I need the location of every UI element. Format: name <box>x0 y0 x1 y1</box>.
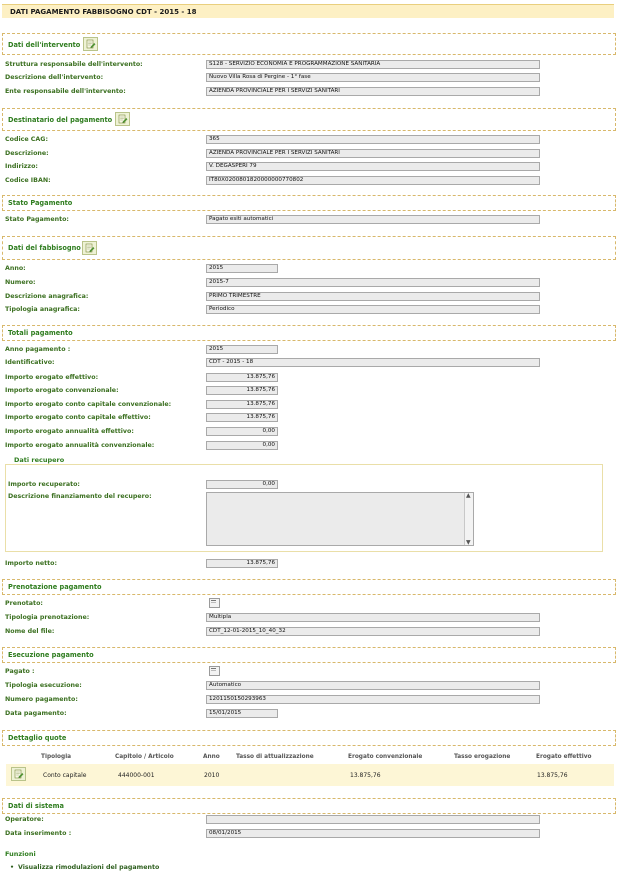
section-quote-title: Dettaglio quote <box>8 734 67 742</box>
col-capitolo: Capitolo / Articolo <box>115 754 174 760</box>
importo-annualita-effettivo-field[interactable]: 0,00 <box>206 427 278 436</box>
textarea-scrollbar[interactable] <box>464 493 473 545</box>
section-esecuzione-title: Esecuzione pagamento <box>8 651 94 659</box>
importo-netto-field[interactable]: 13.875,76 <box>206 559 278 568</box>
section-quote <box>2 730 616 746</box>
page-title: DATI PAGAMENTO FABBISOGNO CDT - 2015 - 18 <box>10 8 197 16</box>
section-sistema-title: Dati di sistema <box>8 802 64 810</box>
descr-fin-recupero-label: Descrizione finanziamento del recupero: <box>8 493 152 500</box>
data-inserimento-field[interactable]: 08/01/2015 <box>206 829 540 838</box>
struttura-field[interactable]: S128 - SERVIZIO ECONOMIA E PROGRAMMAZIONE SANITARIA <box>206 60 540 69</box>
edit-document-icon[interactable] <box>82 241 97 255</box>
ente-field[interactable]: AZIENDA PROVINCIALE PER I SERVIZI SANITARI <box>206 87 540 96</box>
importo-annualita-effettivo-label: Importo erogato annualità effettivo: <box>5 428 134 435</box>
tipologia-anagrafica-field[interactable]: Periodico <box>206 305 540 314</box>
importo-netto-label: Importo netto: <box>5 560 57 567</box>
section-prenotazione-title: Prenotazione pagamento <box>8 583 102 591</box>
visualizza-rimodulazioni-link[interactable]: • Visualizza rimodulazioni del pagamento <box>18 864 159 871</box>
col-erogato-effettivo: Erogato effettivo <box>536 754 592 760</box>
importo-convenzionale-label: Importo erogato convenzionale: <box>5 387 119 394</box>
section-totali-title: Totali pagamento <box>8 329 73 337</box>
section-fabbisogno-title: Dati del fabbisogno <box>8 244 81 252</box>
col-erogato-convenzionale: Erogato convenzionale <box>348 754 423 760</box>
col-tasso-erogazione: Tasso erogazione <box>454 754 511 760</box>
col-tasso-attualizzazione: Tasso di attualizzazione <box>236 754 314 760</box>
section-stato <box>2 195 616 211</box>
page-title-bar <box>2 4 614 18</box>
descr-anagrafica-label: Descrizione anagrafica: <box>5 293 89 300</box>
cell-tipologia: Conto capitale <box>43 772 87 779</box>
nome-file-field[interactable]: CDT_12-01-2015_10_40_32 <box>206 627 540 636</box>
section-destinatario-title: Destinatario del pagamento <box>8 116 113 124</box>
recupero-heading: Dati recupero <box>14 456 65 464</box>
operatore-field[interactable] <box>206 815 540 824</box>
data-pagamento-label: Data pagamento: <box>5 710 67 717</box>
importo-effettivo-field[interactable]: 13.875,76 <box>206 373 278 382</box>
descrizione-dest-field[interactable]: AZIENDA PROVINCIALE PER I SERVIZI SANITARI <box>206 149 540 158</box>
section-stato-title: Stato Pagamento <box>8 199 73 207</box>
descrizione-dest-label: Descrizione: <box>5 150 49 157</box>
stato-label: Stato Pagamento: <box>5 216 69 223</box>
funzioni-heading: Funzioni <box>5 850 36 858</box>
col-anno: Anno <box>203 754 220 760</box>
table-row <box>6 764 614 786</box>
nome-file-label: Nome del file: <box>5 628 55 635</box>
tipologia-anagrafica-label: Tipologia anagrafica: <box>5 306 80 313</box>
importo-annualita-convenzionale-field[interactable]: 0,00 <box>206 441 278 450</box>
identificativo-label: Identificativo: <box>5 359 55 366</box>
tipologia-prenotazione-label: Tipologia prenotazione: <box>5 614 90 621</box>
anno-pagamento-label: Anno pagamento : <box>5 346 71 353</box>
ente-label: Ente responsabile dell'intervento: <box>5 88 126 95</box>
operatore-label: Operatore: <box>5 816 44 823</box>
col-tipologia: Tipologia <box>41 754 72 760</box>
anno-pagamento-field[interactable]: 2015 <box>206 345 278 354</box>
descr-fin-recupero-textarea[interactable] <box>206 492 474 546</box>
edit-document-icon[interactable] <box>11 767 26 781</box>
tipologia-prenotazione-field[interactable]: Multipla <box>206 613 540 622</box>
descr-anagrafica-field[interactable]: PRIMO TRIMESTRE <box>206 292 540 301</box>
prenotato-checkbox[interactable] <box>209 598 220 608</box>
tipologia-esecuzione-label: Tipologia esecuzione: <box>5 682 82 689</box>
importo-convenzionale-field[interactable]: 13.875,76 <box>206 386 278 395</box>
cag-label: Codice CAG: <box>5 136 48 143</box>
tipologia-esecuzione-field[interactable]: Automatico <box>206 681 540 690</box>
section-destinatario <box>2 108 616 131</box>
numero-pagamento-field[interactable]: 1201150150293963 <box>206 695 540 704</box>
cell-capitolo: 444000-001 <box>118 772 155 779</box>
pagato-label: Pagato : <box>5 668 35 675</box>
numero-fabb-label: Numero: <box>5 279 36 286</box>
stato-field[interactable]: Pagato esiti automatici <box>206 215 540 224</box>
cag-field[interactable]: 365 <box>206 135 540 144</box>
descrizione-intervento-field[interactable]: Nuovo Villa Rosa di Pergine - 1° fase <box>206 73 540 82</box>
importo-cc-convenzionale-label: Importo erogato conto capitale convenzionale: <box>5 401 172 408</box>
cell-erogato-convenzionale: 13.875,76 <box>350 772 381 779</box>
section-totali <box>2 325 616 341</box>
numero-fabb-field[interactable]: 2015-7 <box>206 278 540 287</box>
edit-document-icon[interactable] <box>115 112 130 126</box>
importo-effettivo-label: Importo erogato effettivo: <box>5 374 99 381</box>
section-esecuzione <box>2 647 616 663</box>
pagato-checkbox[interactable] <box>209 666 220 676</box>
numero-pagamento-label: Numero pagamento: <box>5 696 78 703</box>
importo-cc-effettivo-label: Importo erogato conto capitale effettivo: <box>5 414 151 421</box>
importo-cc-convenzionale-field[interactable]: 13.875,76 <box>206 400 278 409</box>
section-sistema <box>2 798 616 814</box>
cell-erogato-effettivo: 13.875,76 <box>537 772 568 779</box>
edit-document-icon[interactable] <box>83 37 98 51</box>
data-inserimento-label: Data inserimento : <box>5 830 72 837</box>
scroll-down-icon[interactable]: ▼ <box>466 539 471 546</box>
indirizzo-field[interactable]: V. DEGASPERI 79 <box>206 162 540 171</box>
importo-cc-effettivo-field[interactable]: 13.875,76 <box>206 413 278 422</box>
anno-fabb-field[interactable]: 2015 <box>206 264 278 273</box>
descrizione-intervento-label: Descrizione dell'intervento: <box>5 74 104 81</box>
prenotato-label: Prenotato: <box>5 600 43 607</box>
iban-label: Codice IBAN: <box>5 177 51 184</box>
importo-recuperato-label: Importo recuperato: <box>8 481 80 488</box>
section-intervento-title: Dati dell'intervento <box>8 41 81 49</box>
scroll-up-icon[interactable]: ▲ <box>466 492 471 499</box>
importo-recuperato-field[interactable]: 0,00 <box>206 480 278 489</box>
section-prenotazione <box>2 579 616 595</box>
iban-field[interactable]: IT80X0200801820000000770802 <box>206 176 540 185</box>
anno-fabb-label: Anno: <box>5 265 26 272</box>
cell-anno: 2010 <box>204 772 220 779</box>
identificativo-field[interactable]: CDT - 2015 - 18 <box>206 358 540 367</box>
struttura-label: Struttura responsabile dell'intervento: <box>5 61 143 68</box>
importo-annualita-convenzionale-label: Importo erogato annualità convenzionale: <box>5 442 155 449</box>
data-pagamento-field[interactable]: 15/01/2015 <box>206 709 278 718</box>
indirizzo-label: Indirizzo: <box>5 163 38 170</box>
